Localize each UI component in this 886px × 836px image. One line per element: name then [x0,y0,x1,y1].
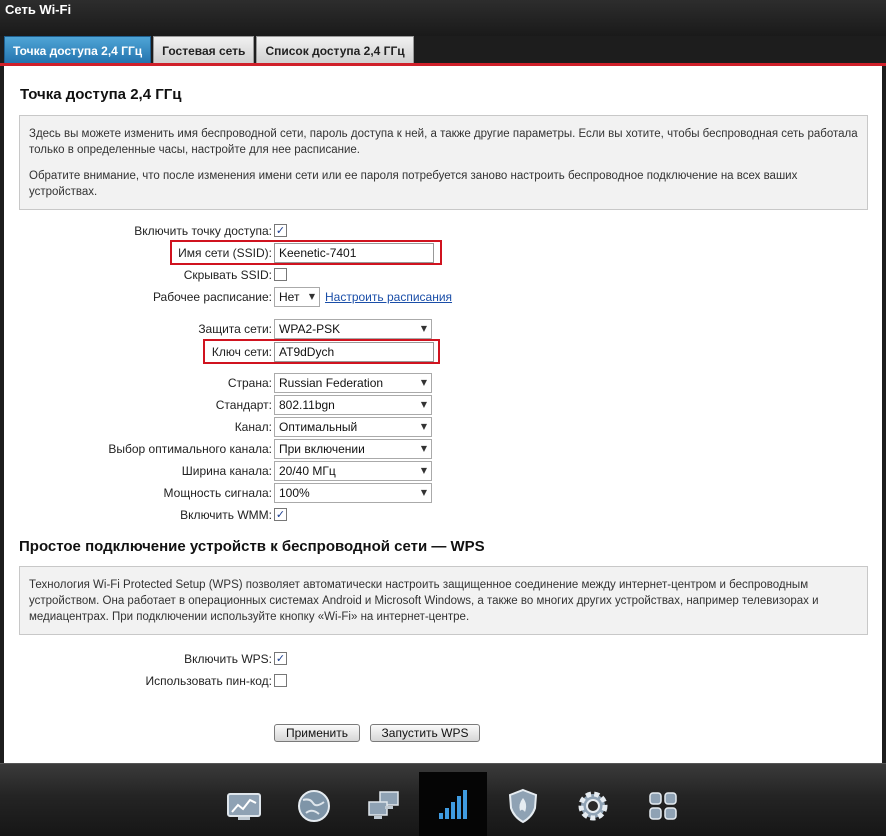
apps-grid-icon [643,786,683,826]
channel-select[interactable] [274,417,432,437]
signal-power-select[interactable] [274,483,432,503]
channel-label: Канал: [234,420,272,434]
chevron-down-icon: ▼ [420,324,427,333]
enable-wps-label: Включить WPS: [184,652,272,666]
wmm-label: Включить WMM: [180,508,272,522]
schedule-label: Рабочее расписание: [152,290,272,304]
signal-bars-icon [433,785,473,825]
settings-panel [4,66,882,763]
security-select-value: WPA2-PSK [279,322,341,336]
wps-info-paragraph: Технология Wi-Fi Protected Setup (WPS) позволяет автоматически настроить защищенное соединение между интернет-центром и беспроводным устройством. Она работает в операционных системах Android и Microsoft Windows, а также во многих других устройствах, например телевизорах и медиацентрах. При подключении используйте кнопку «Wi-Fi» на интернет-центре. [29,579,819,623]
dock-applications[interactable] [629,774,697,836]
channel-select-value: Оптимальный [279,420,358,434]
enable-ap-checkbox[interactable]: ✓ [275,224,286,237]
signal-power-label: Мощность сигнала: [163,486,272,500]
row-standard [4,395,882,415]
network-computers-icon [364,786,404,826]
start-wps-button[interactable]: Запустить WPS [370,724,480,742]
standard-select[interactable] [274,395,432,415]
optimal-channel-label: Выбор оптимального канала: [108,442,272,456]
window-title: Сеть Wi-Fi [5,2,72,17]
schedule-select[interactable] [274,287,320,307]
enable-ap-label: Включить точку доступа: [134,224,272,238]
access-point-info-box [19,115,868,210]
channel-width-select-value: 20/40 МГц [279,464,336,478]
wmm-checkbox[interactable]: ✓ [275,508,286,521]
tab-access-point-2-4ghz[interactable]: Точка доступа 2,4 ГГц [4,36,151,64]
wps-info-box [19,566,868,635]
country-label: Страна: [227,376,272,390]
channel-width-label: Ширина канала: [181,464,272,478]
section-title-wps: Простое подключение устройств к беспроводной сети — WPS [19,538,485,555]
hide-ssid-checkbox[interactable] [274,268,287,281]
bottom-dock [0,763,886,836]
signal-power-select-value: 100% [279,486,310,500]
row-optimal-channel [4,439,882,459]
use-pin-checkbox[interactable] [274,674,287,687]
dock-system[interactable] [559,774,627,836]
window-titlebar [0,0,886,36]
hide-ssid-label: Скрывать SSID: [183,268,272,282]
country-select-value: Russian Federation [279,376,384,390]
ssid-highlight-frame [170,240,442,265]
network-key-input[interactable]: AT9dDych [274,342,434,362]
shield-icon [503,786,543,826]
info-paragraph-2: Обратите внимание, что после изменения имени сети или ее пароля потребуется заново настроить беспроводное подключение на всех ваших устройствах. [29,170,798,198]
row-enable-ap [4,221,882,241]
info-paragraph-1: Здесь вы можете изменить имя беспроводной сети, пароль доступа к ней, а также другие параметры. Если вы хотите, чтобы беспроводная сеть работала только в определенные часы, настройте для нее расписание. [29,128,858,156]
optimal-channel-select-value: При включении [279,442,365,456]
chevron-down-icon: ▼ [308,292,315,301]
security-select[interactable] [274,319,432,339]
channel-width-select[interactable] [274,461,432,481]
row-channel [4,417,882,437]
tab-bar [4,36,416,64]
monitor-chart-icon [224,786,264,826]
chevron-down-icon: ▼ [420,488,427,497]
dock-wifi[interactable] [419,772,487,836]
row-network-key [4,342,882,362]
chevron-down-icon: ▼ [420,466,427,475]
row-ssid [4,243,882,263]
dock-home-network[interactable] [350,774,418,836]
row-enable-wps [4,649,882,669]
ssid-label: Имя сети (SSID): [178,246,272,260]
globe-icon [294,786,334,826]
key-highlight-frame [203,339,440,364]
chevron-down-icon: ▼ [420,400,427,409]
configure-schedules-link[interactable]: Настроить расписания [325,290,453,304]
gear-icon [573,786,613,826]
optimal-channel-select[interactable] [274,439,432,459]
ssid-input[interactable]: Keenetic-7401 [274,243,434,263]
chevron-down-icon: ▼ [420,422,427,431]
network-key-label: Ключ сети: [211,345,272,359]
security-label: Защита сети: [198,322,272,336]
row-schedule [4,287,882,307]
chevron-down-icon: ▼ [420,378,427,387]
apply-button[interactable]: Применить [274,724,360,742]
dock-security[interactable] [489,774,557,836]
row-hide-ssid [4,265,882,285]
row-signal-power [4,483,882,503]
standard-label: Стандарт: [215,398,272,412]
schedule-select-value: Нет [279,290,300,304]
chevron-down-icon: ▼ [420,444,427,453]
row-channel-width [4,461,882,481]
dock-monitor[interactable] [210,774,278,836]
row-security [4,319,882,339]
enable-wps-checkbox[interactable]: ✓ [275,652,286,665]
use-pin-label: Использовать пин-код: [145,674,272,688]
row-wmm [4,505,882,525]
tab-access-list-2-4ghz[interactable]: Список доступа 2,4 ГГц [256,36,413,64]
standard-select-value: 802.11bgn [279,398,335,412]
section-title-access-point: Точка доступа 2,4 ГГц [20,86,182,103]
country-select[interactable] [274,373,432,393]
dock-internet[interactable] [280,774,348,836]
row-country [4,373,882,393]
row-use-pin [4,671,882,691]
tab-guest-network[interactable]: Гостевая сеть [153,36,254,64]
